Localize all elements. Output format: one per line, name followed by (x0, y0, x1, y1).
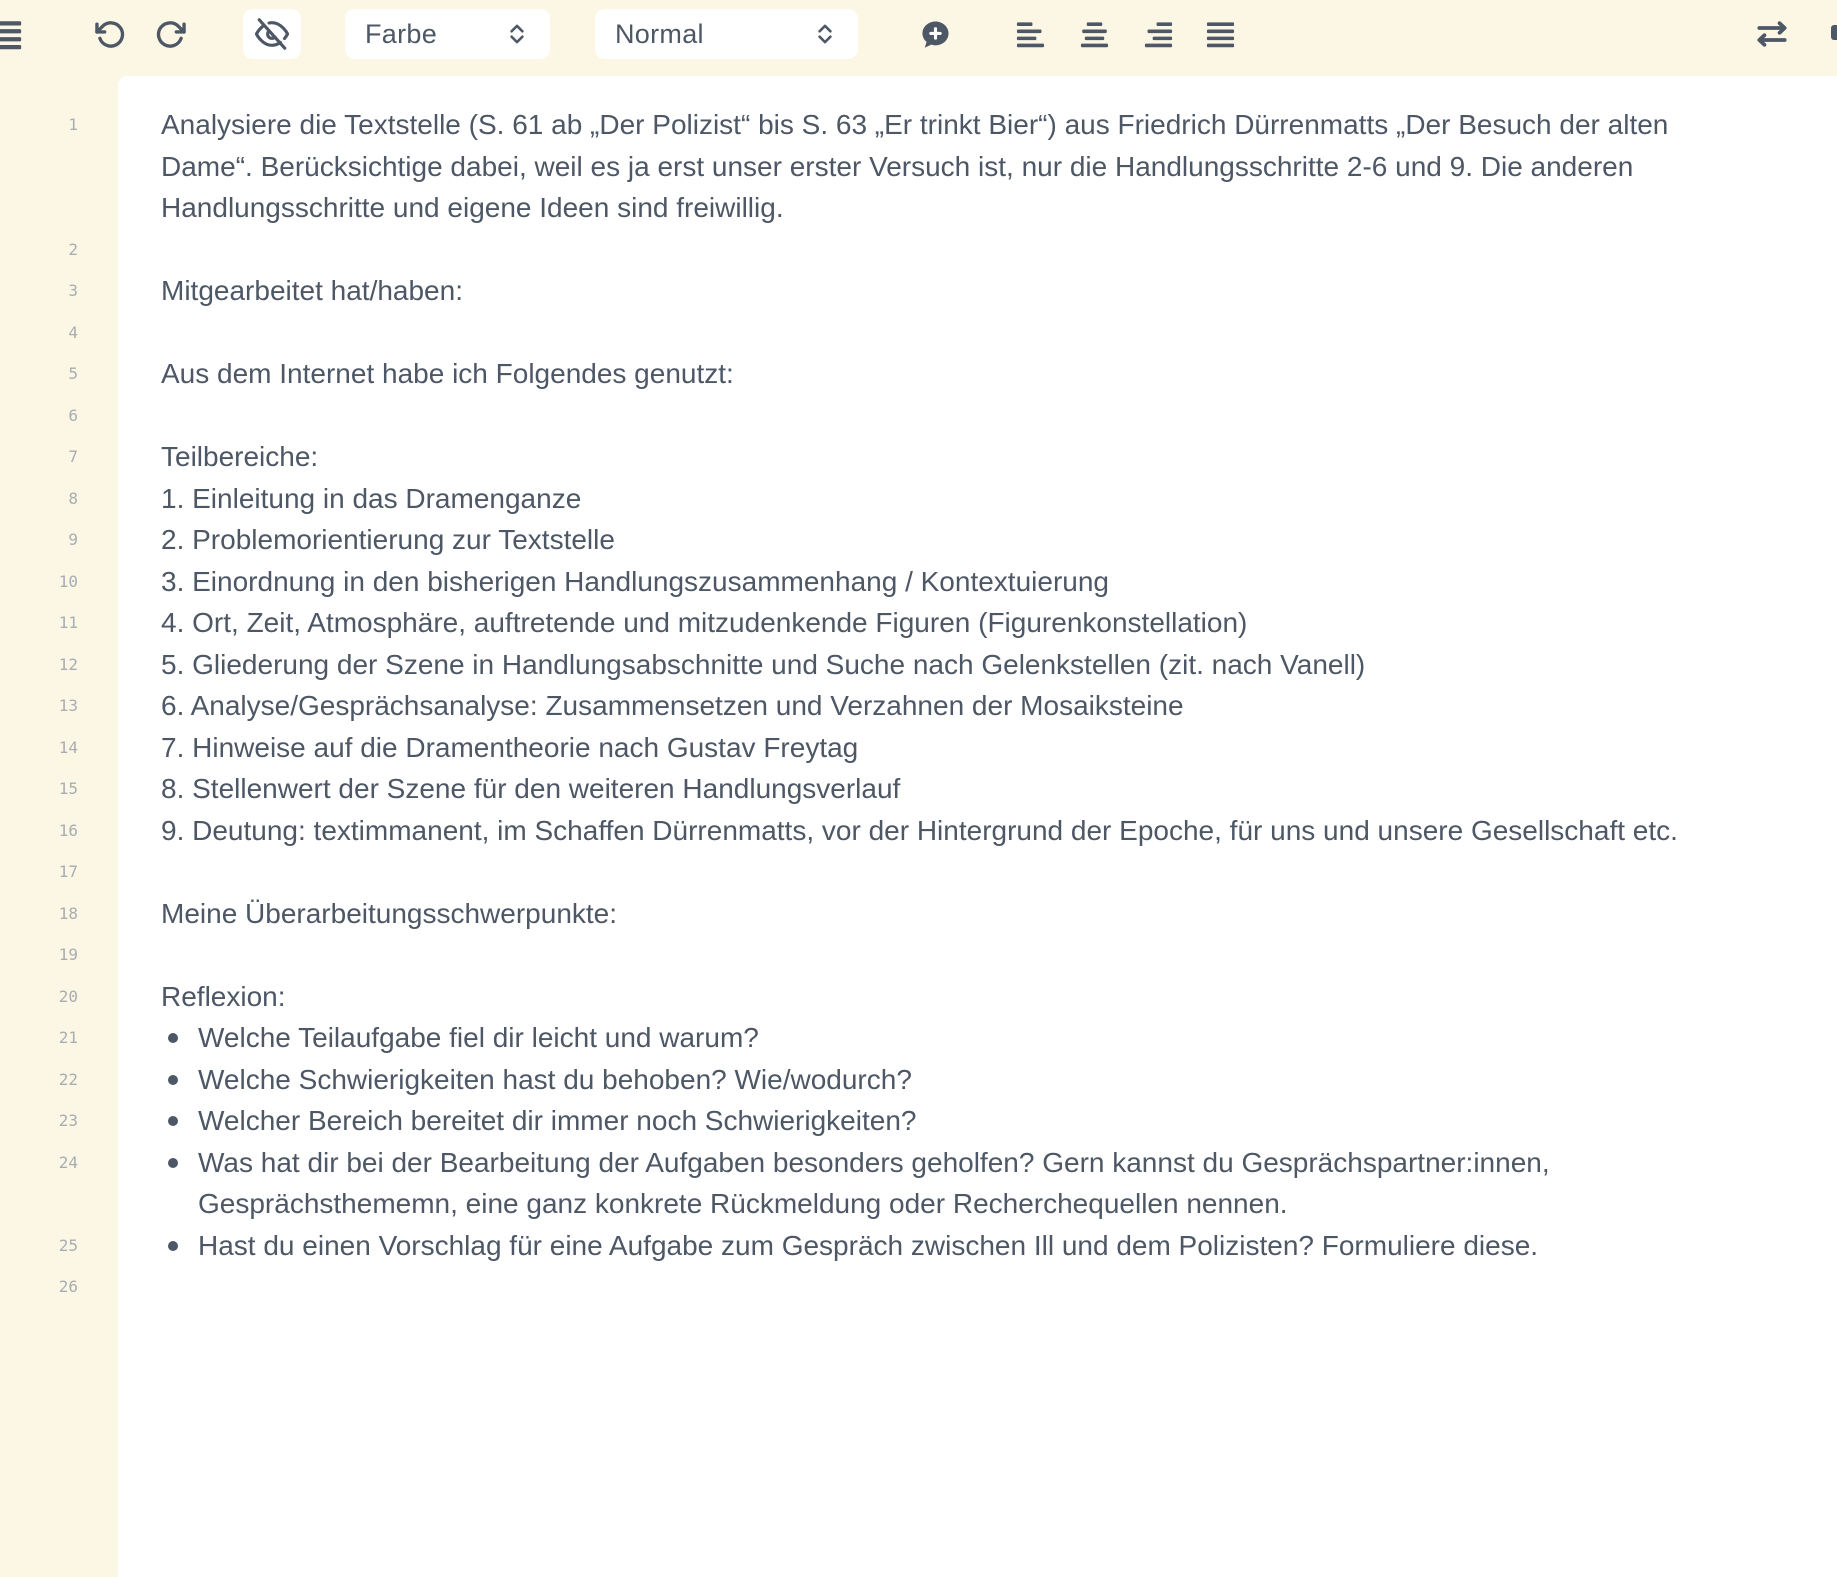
cutoff-icon (1831, 25, 1837, 40)
editor-lines (58, 104, 1837, 1308)
text-line[interactable]: 2. Problemorientierung zur Textstelle (161, 524, 615, 555)
swap-arrows-icon (1753, 15, 1791, 53)
line-number: 23 (58, 1111, 78, 1130)
align-left-icon (1015, 19, 1046, 50)
bullet-text-line[interactable]: Welche Teilaufgabe fiel dir leicht und warum? (161, 1017, 1721, 1059)
align-center-button[interactable] (1072, 0, 1116, 68)
line-number: 2 (68, 239, 78, 259)
undo-icon (95, 19, 126, 50)
chevron-up-down-icon (812, 21, 838, 47)
text-line[interactable]: 1. Einleitung in das Dramenganze (161, 482, 582, 514)
line-number: 17 (58, 862, 78, 881)
line-row[interactable] (68, 436, 1837, 478)
line-row[interactable] (68, 229, 1837, 271)
line-row[interactable] (58, 768, 1837, 810)
text-line[interactable] (161, 229, 1721, 271)
bullet-text-line[interactable]: Was hat dir bei der Bearbeitung der Aufgaben besonders geholfen? Gern kannst du Gesprächspartner:innen, Gesprächsthememn, eine ganz konkrete Rückmeldung oder Recherchequellen nennen. (161, 1142, 1721, 1225)
text-line[interactable] (161, 934, 1721, 976)
text-line[interactable]: 5. Gliederung der Szene in Handlungsabschnitte und Suche nach Gelenkstellen (zit. nach Vanell) (161, 648, 1366, 680)
line-number: 20 (58, 986, 78, 1006)
line-number: 16 (58, 820, 78, 840)
menu-button[interactable] (0, 0, 26, 68)
redo-icon (155, 19, 186, 50)
line-row[interactable] (58, 685, 1837, 727)
line-number: 6 (68, 405, 78, 425)
line-row[interactable] (68, 519, 1837, 561)
line-row[interactable] (58, 851, 1837, 893)
line-number: 12 (58, 654, 78, 674)
text-line[interactable] (161, 851, 1721, 893)
toolbar (0, 0, 1837, 76)
eye-off-icon (255, 17, 289, 51)
line-number: 24 (58, 1152, 78, 1172)
line-row[interactable] (58, 1225, 1837, 1267)
line-number: 4 (68, 322, 78, 342)
line-number: 9 (68, 530, 78, 549)
text-line[interactable]: Teilbereiche: (161, 441, 319, 472)
text-line[interactable]: Aus dem Internet habe ich Folgendes genutzt: (161, 358, 734, 389)
text-line[interactable]: 9. Deutung: textimmanent, im Schaffen Dürrenmatts, vor der Hintergrund der Epoche, für uns und unsere Gesellschaft etc. (161, 814, 1678, 846)
line-number: 22 (58, 1069, 78, 1089)
line-row[interactable] (68, 395, 1837, 437)
swap-arrows-button[interactable] (1748, 0, 1796, 68)
text-line[interactable]: Mitgearbeitet hat/haben: (161, 275, 463, 306)
line-row[interactable] (58, 561, 1837, 603)
line-number: 10 (58, 571, 78, 591)
line-row[interactable] (68, 104, 1837, 229)
align-left-button[interactable] (1008, 0, 1052, 68)
bullet-text-line[interactable]: Welche Schwierigkeiten hast du behoben? Wie/wodurch? (161, 1059, 1721, 1101)
text-line[interactable]: 4. Ort, Zeit, Atmosphäre, auftretende und mitzudenkende Figuren (Figurenkonstellation) (161, 607, 1248, 638)
line-number: 7 (68, 447, 78, 466)
align-right-button[interactable] (1136, 0, 1180, 68)
text-line[interactable]: Analysiere die Textstelle (S. 61 ab „Der Polizist“ bis S. 63 „Er trinkt Bier“) aus Friedrich Dürrenmatts „Der Besuch der alten Dame“. Berücksichtige dabei, weil es ja erst unser erster Versuch ist, nur die Handlungsschritte 2-6 und 9. Die anderen Handlungsschritte und eigene Ideen sind freiwillig. (161, 109, 1677, 223)
paragraph-style-dropdown[interactable] (595, 9, 858, 59)
line-number: 5 (68, 364, 78, 383)
menu-lines-icon (0, 17, 24, 51)
chevron-up-down-icon (504, 21, 530, 47)
line-row[interactable] (58, 1100, 1837, 1142)
line-number: 3 (68, 281, 78, 300)
text-line[interactable]: Meine Überarbeitungsschwerpunkte: (161, 897, 618, 929)
line-number: 25 (58, 1235, 78, 1255)
color-dropdown-label: Farbe (365, 18, 438, 49)
undo-button[interactable] (88, 0, 132, 68)
line-row[interactable] (58, 1017, 1837, 1059)
hide-authorship-button[interactable] (243, 9, 301, 59)
text-line[interactable]: 3. Einordnung in den bisherigen Handlungszusammenhang / Kontextuierung (161, 565, 1109, 597)
line-number: 21 (58, 1028, 78, 1047)
line-number: 15 (58, 779, 78, 798)
bullet-text-line[interactable]: Hast du einen Vorschlag für eine Aufgabe zum Gespräch zwischen Ill und dem Polizisten? Formuliere diese. (161, 1225, 1721, 1267)
line-number: 13 (58, 696, 78, 715)
line-row[interactable] (58, 810, 1837, 852)
line-row[interactable] (68, 478, 1837, 520)
text-line[interactable]: 8. Stellenwert der Szene für den weiteren Handlungsverlauf (161, 773, 901, 804)
text-line[interactable] (161, 395, 1721, 437)
redo-button[interactable] (148, 0, 192, 68)
line-row[interactable] (58, 1142, 1837, 1225)
align-justify-icon (1205, 19, 1236, 50)
align-center-icon (1079, 19, 1110, 50)
line-row[interactable] (58, 1059, 1837, 1101)
text-line[interactable] (161, 312, 1721, 354)
add-comment-icon (919, 18, 952, 51)
text-line[interactable] (161, 1266, 1721, 1308)
line-row[interactable] (58, 976, 1837, 1018)
line-row[interactable] (58, 1266, 1837, 1308)
line-row[interactable] (58, 934, 1837, 976)
text-line[interactable]: 7. Hinweise auf die Dramentheorie nach Gustav Freytag (161, 731, 859, 763)
line-row[interactable] (68, 353, 1837, 395)
add-comment-button[interactable] (913, 0, 957, 68)
text-line[interactable]: 6. Analyse/Gesprächsanalyse: Zusammensetzen und Verzahnen der Mosaiksteine (161, 690, 1184, 721)
line-number: 26 (58, 1277, 78, 1296)
line-number: 11 (58, 613, 78, 632)
paragraph-style-dropdown-label: Normal (615, 18, 704, 49)
line-row[interactable] (58, 602, 1837, 644)
bullet-text-line[interactable]: Welcher Bereich bereitet dir immer noch Schwierigkeiten? (161, 1100, 1721, 1142)
line-number: 8 (68, 488, 78, 508)
line-number: 1 (68, 115, 78, 134)
text-line[interactable]: Reflexion: (161, 980, 286, 1012)
line-number: 18 (58, 903, 78, 923)
line-number: 19 (58, 945, 78, 964)
line-row[interactable] (58, 727, 1837, 769)
align-right-icon (1143, 19, 1174, 50)
line-row[interactable] (68, 312, 1837, 354)
editor-sheet[interactable] (58, 76, 1837, 1577)
color-dropdown[interactable] (345, 9, 550, 59)
align-justify-button[interactable] (1198, 0, 1242, 68)
line-row[interactable] (68, 270, 1837, 312)
line-number: 14 (58, 737, 78, 757)
line-row[interactable] (58, 893, 1837, 935)
line-row[interactable] (58, 644, 1837, 686)
